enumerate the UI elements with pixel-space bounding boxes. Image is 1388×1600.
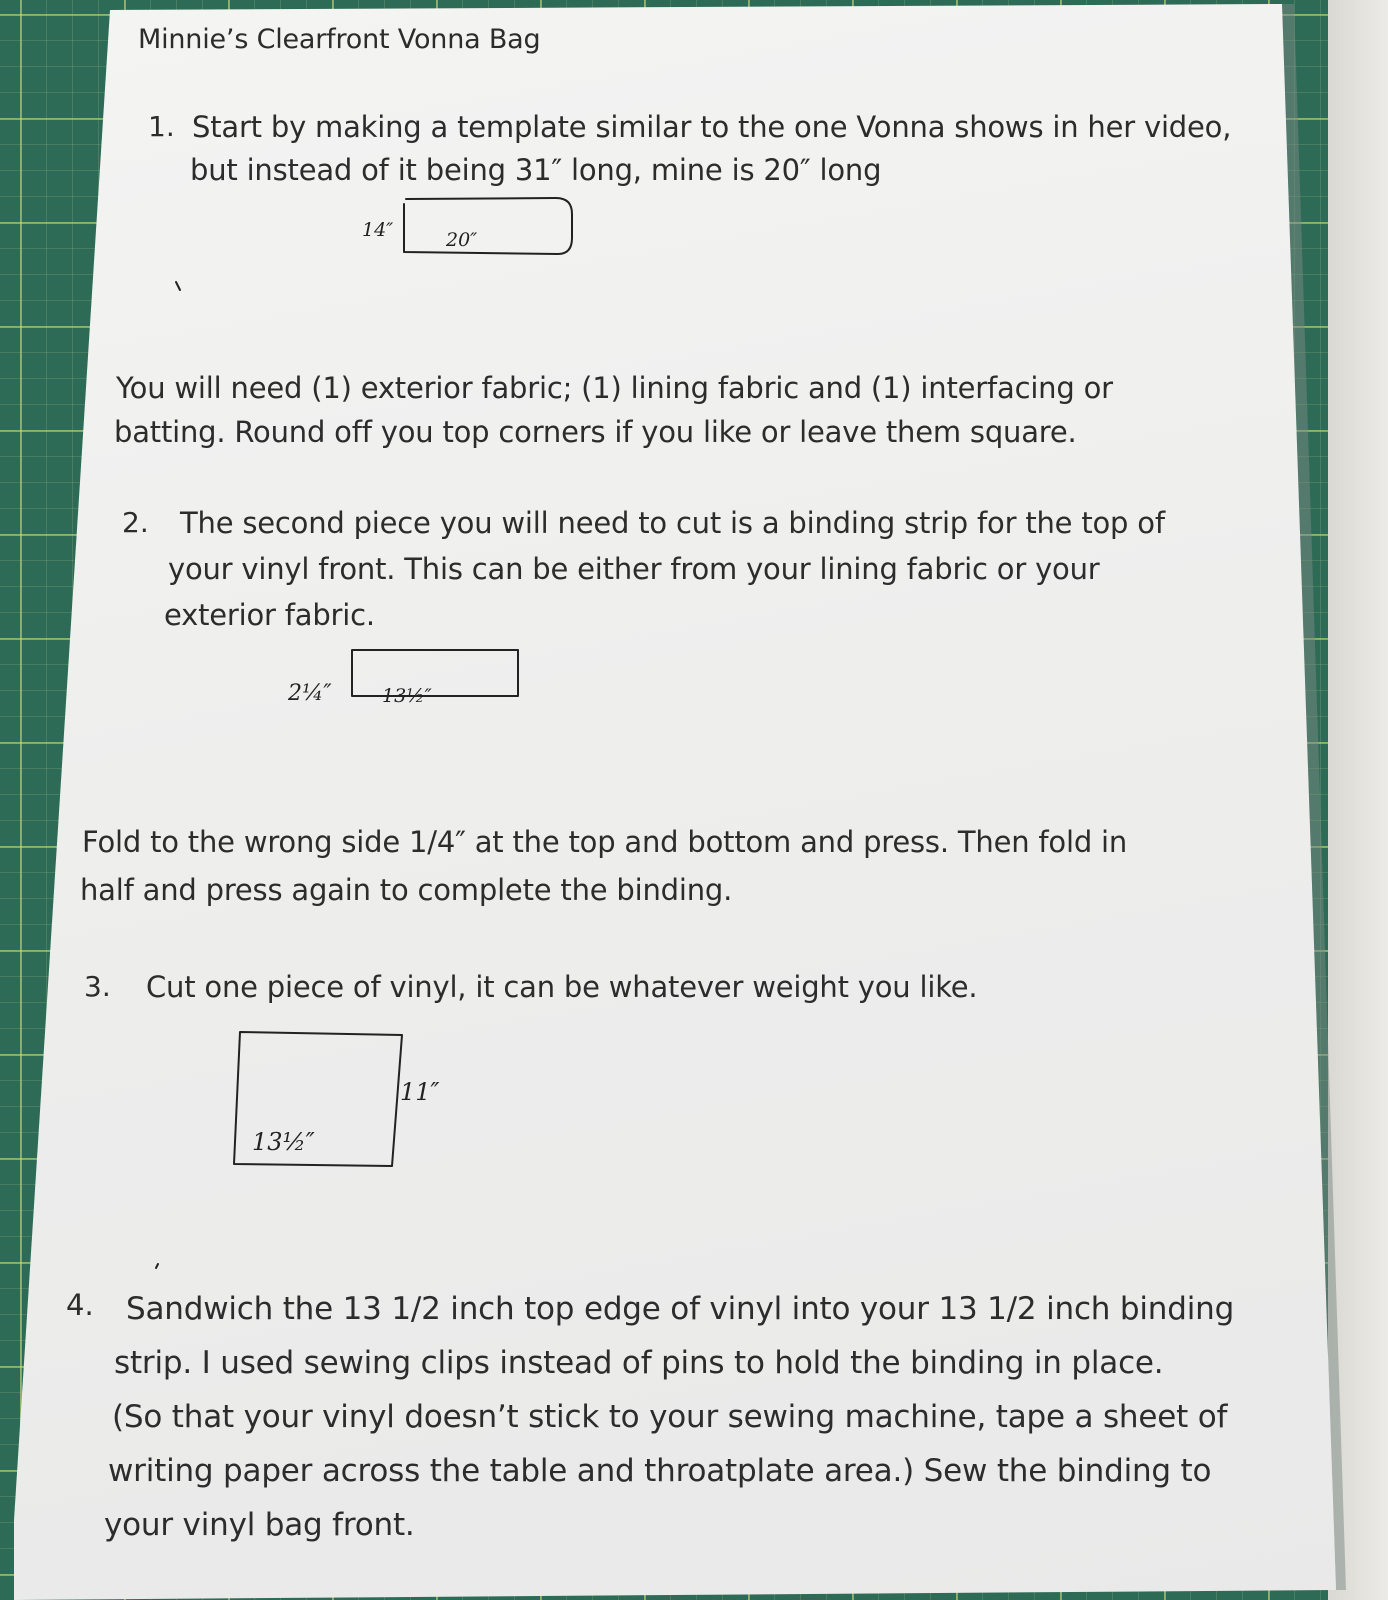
document-title: Minnie’s Clearfront Vonna Bag (138, 24, 541, 55)
step-4-line-5: your vinyl bag front. (104, 1507, 415, 1543)
stray-mark (156, 1264, 158, 1268)
step-4-line-2: strip. I used sewing clips instead of pins to hold the binding in place. (114, 1345, 1164, 1381)
step-4-line-3: (So that your vinyl doesn’t stick to your sewing machine, tape a sheet of (112, 1399, 1228, 1435)
step-2-number: 2. (122, 506, 149, 539)
vinyl-height-label: 11″ (400, 1078, 440, 1106)
step-4-line-1: Sandwich the 13 1/2 inch top edge of vinyl into your 13 1/2 inch binding (126, 1291, 1235, 1327)
materials-line-1: You will need (1) exterior fabric; (1) lining fabric and (1) interfacing or (116, 371, 1113, 405)
step-3-number: 3. (84, 970, 111, 1003)
step-1-number: 1. (148, 110, 175, 143)
step-2-line-3: exterior fabric. (164, 598, 375, 632)
step-2-line-2: your vinyl front. This can be either from your lining fabric or your (168, 552, 1100, 586)
step-4-line-4: writing paper across the table and throatplate area.) Sew the binding to (108, 1453, 1212, 1489)
materials-line-2: batting. Round off you top corners if you like or leave them square. (114, 415, 1077, 449)
binding-height-label: 2¼″ (288, 681, 332, 706)
binding-width-label: 13½″ (382, 685, 432, 707)
step-4-number: 4. (66, 1288, 94, 1322)
step-1-line-2: but instead of it being 31″ long, mine is 20″ long (190, 153, 882, 187)
fold-line-2: half and press again to complete the binding. (80, 873, 733, 907)
vinyl-width-label: 13½″ (252, 1128, 315, 1156)
template-width-label: 20″ (446, 229, 478, 251)
fold-line-1: Fold to the wrong side 1/4″ at the top and bottom and press. Then fold in (82, 825, 1128, 859)
template-height-label: 14″ (362, 219, 394, 241)
step-1-line-1: Start by making a template similar to the one Vonna shows in her video, (192, 110, 1232, 144)
step-2-line-1: The second piece you will need to cut is a binding strip for the top of (180, 506, 1165, 540)
step-3-line-1: Cut one piece of vinyl, it can be whatever weight you like. (146, 970, 978, 1004)
